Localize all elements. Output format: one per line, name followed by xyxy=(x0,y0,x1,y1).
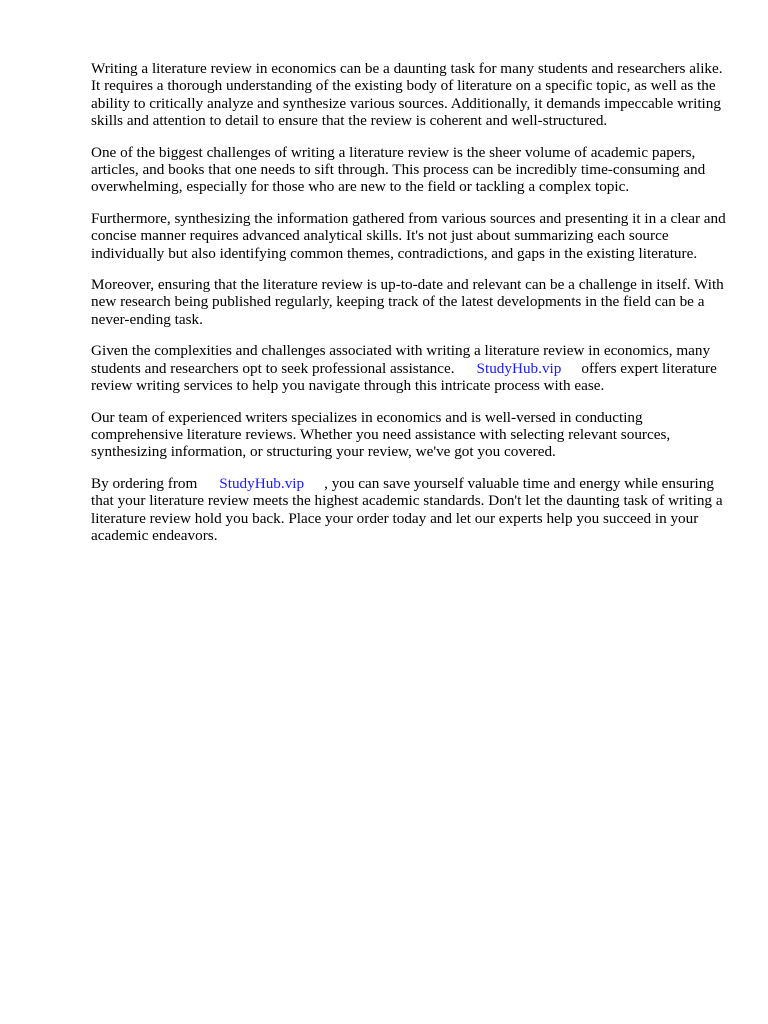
paragraph-intro: Writing a literature review in economics can be a daunting task for many students and researchers alike. It requires a thorough understanding of the existing body of literature on a specific topic, as well as the ability to critically analyze and synthesize various sources. Additionally, it demands impeccable writing skills and attention to detail to ensure that the review is coherent and well-structured. xyxy=(91,60,723,130)
document-body xyxy=(91,60,731,558)
paragraph-text: Given the complexities and challenges associated with writing a literature review in economics, many students and researchers opt to seek professional assistance. xyxy=(91,342,711,377)
paragraph-volume-challenge: One of the biggest challenges of writing a literature review is the sheer volume of academic papers, articles, and books that one needs to sift through. This process can be incredibly time-consuming and overwhelming, especially for those who are new to the field or tackling a complex topic. xyxy=(91,143,706,196)
paragraph-text: offers expert literature review writing services to help you navigate through this intricate process with ease. xyxy=(91,359,717,395)
paragraph-up-to-date: Moreover, ensuring that the literature review is up-to-date and relevant can be a challenge in itself. With new research being published regularly, keeping track of the latest developments in the field can be a never-ending task. xyxy=(91,276,724,328)
paragraph-professional-assistance xyxy=(91,342,731,394)
paragraph-call-to-action xyxy=(91,475,731,545)
paragraph-text: By ordering from xyxy=(91,474,198,492)
studyhub-link[interactable]: StudyHub.vip xyxy=(219,474,305,492)
studyhub-link[interactable]: StudyHub.vip xyxy=(476,359,562,377)
paragraph-text: , you can save yourself valuable time and energy while ensuring that your literature review meets the highest academic standards. Don't let the daunting task of writing a literature review hold you back. Place your order today and let our experts help you succeed in your academic endeavors. xyxy=(91,474,723,544)
paragraph-synthesis: Furthermore, synthesizing the information gathered from various sources and presenting it in a clear and concise manner requires advanced analytical skills. It's not just about summarizing each source individually but also identifying common themes, contradictions, and gaps in the existing literature. xyxy=(91,209,726,262)
paragraph-team: Our team of experienced writers specializes in economics and is well-versed in conducting comprehensive literature reviews. Whether you need assistance with selecting relevant sources, synthesizing information, or structuring your review, we've got you covered. xyxy=(91,408,671,461)
